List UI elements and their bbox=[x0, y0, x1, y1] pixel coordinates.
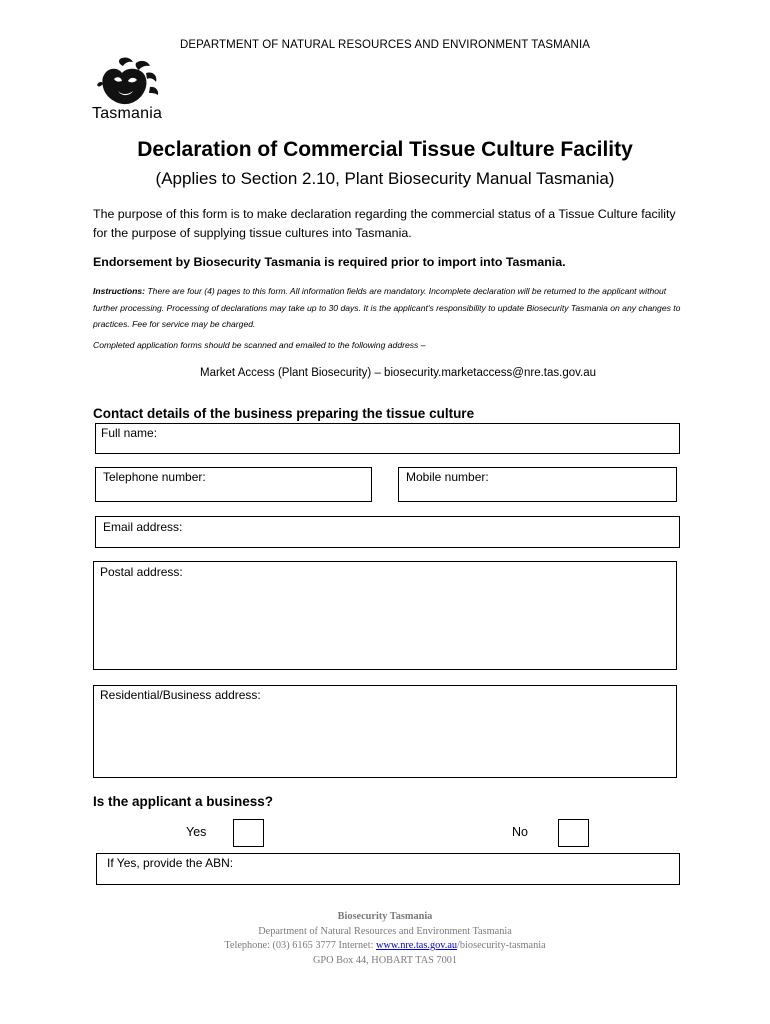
postal-address-field[interactable] bbox=[93, 561, 677, 670]
contact-details-heading: Contact details of the business preparing the tissue culture bbox=[93, 406, 475, 421]
footer bbox=[0, 910, 770, 968]
abn-label: If Yes, provide the ABN: bbox=[107, 856, 234, 870]
market-access-contact: Market Access (Plant Biosecurity) – biosecurity.marketaccess@nre.tas.gov.au bbox=[199, 367, 596, 379]
email-field[interactable] bbox=[95, 516, 680, 548]
footer-website-path: /biosecurity-tasmania bbox=[457, 940, 546, 951]
purpose-paragraph: The purpose of this form is to make declaration regarding the commercial status of a Tissue Culture facility for the purpose of supplying tissue cultures into Tasmania. bbox=[93, 207, 676, 240]
instructions-text: There are four (4) pages to this form. All information fields are mandatory. Incomplete declaration will be returned to the applicant without further processing. Processing of declarations may take up to 30 days. It is the applicant's responsibility to update Biosecurity Tasmania on any changes to practices. Fee for service may be charged. bbox=[93, 286, 681, 329]
endorsement-notice: Endorsement by Biosecurity Tasmania is required prior to import into Tasmania. bbox=[93, 255, 566, 269]
footer-department: Department of Natural Resources and Environment Tasmania bbox=[258, 925, 512, 937]
footer-org: Biosecurity Tasmania bbox=[337, 911, 433, 922]
mobile-label: Mobile number: bbox=[406, 470, 489, 484]
yes-label: Yes bbox=[186, 825, 207, 839]
full-name-field[interactable] bbox=[95, 423, 680, 454]
residential-address-label: Residential/Business address: bbox=[100, 688, 261, 702]
completed-forms-note: Completed application forms should be scanned and emailed to the following address – bbox=[93, 340, 426, 350]
department-header: DEPARTMENT OF NATURAL RESOURCES AND ENVIRONMENT TASMANIA bbox=[179, 39, 591, 51]
email-label: Email address: bbox=[103, 520, 183, 534]
footer-contact-line bbox=[0, 939, 770, 954]
full-name-label: Full name: bbox=[101, 426, 158, 440]
logo-wordmark: Tasmania bbox=[92, 105, 163, 122]
page-subtitle: (Applies to Section 2.10, Plant Biosecurity Manual Tasmania) bbox=[155, 169, 615, 188]
instructions-paragraph bbox=[93, 283, 683, 333]
abn-field[interactable] bbox=[96, 853, 680, 885]
no-checkbox[interactable] bbox=[558, 819, 589, 847]
postal-address-label: Postal address: bbox=[100, 565, 183, 579]
footer-address: GPO Box 44, HOBART TAS 7001 bbox=[312, 954, 458, 966]
telephone-label: Telephone number: bbox=[103, 470, 206, 484]
mobile-field[interactable] bbox=[398, 467, 677, 502]
instructions-label: Instructions: bbox=[93, 286, 146, 296]
footer-website-link[interactable]: www.nre.tas.gov.au bbox=[376, 940, 458, 951]
telephone-field[interactable] bbox=[95, 467, 372, 502]
footer-phone: Telephone: (03) 6165 3777 Internet: bbox=[224, 940, 377, 951]
residential-address-field[interactable] bbox=[93, 685, 677, 778]
no-label: No bbox=[512, 825, 528, 839]
business-question: Is the applicant a business? bbox=[93, 794, 274, 809]
page-title: Declaration of Commercial Tissue Culture Facility bbox=[137, 138, 633, 161]
yes-checkbox[interactable] bbox=[233, 819, 264, 847]
